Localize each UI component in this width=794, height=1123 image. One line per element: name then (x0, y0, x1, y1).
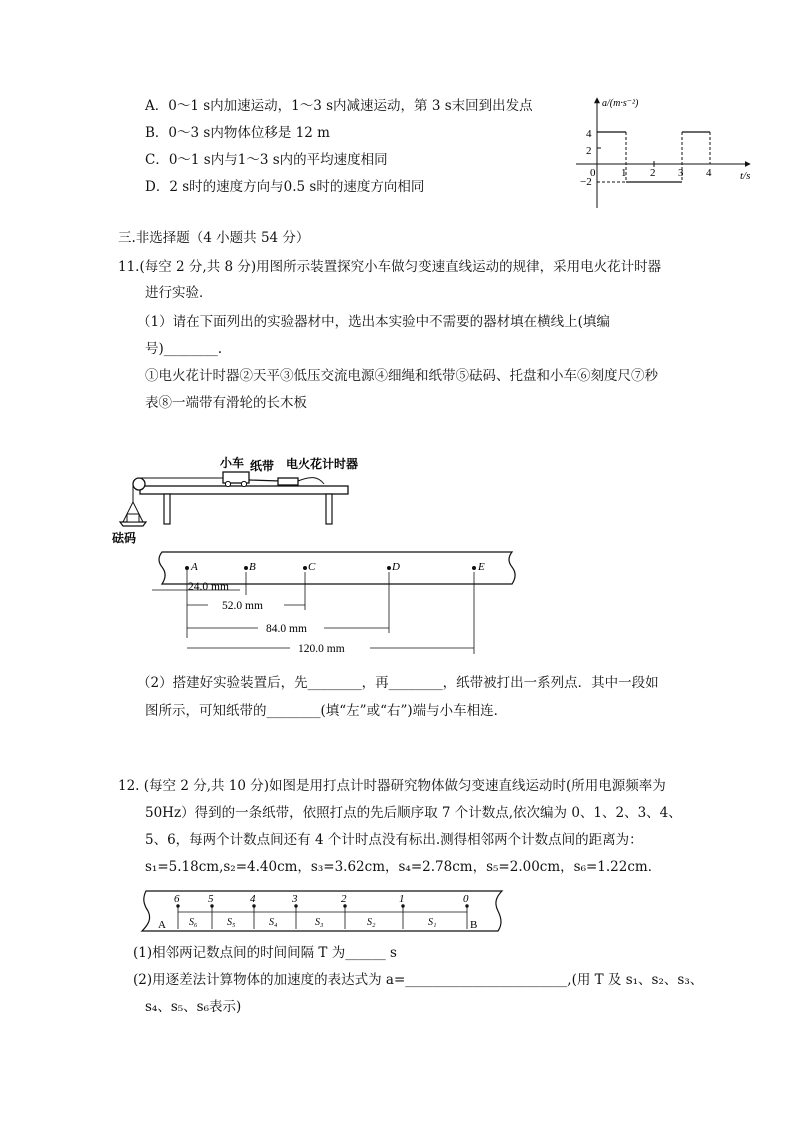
table-leg-right (326, 494, 332, 524)
option-a: A．0～1 s内加速运动，1～3 s内减速运动，第 3 s末回到出发点 (145, 98, 533, 114)
q11-line-1: 11.(每空 2 分,共 8 分)用图所示装置探究小车做匀变速直线运动的规律，采用电火花计时器 (118, 259, 662, 275)
q12-sub-2-line-1: (2)用逐差法计算物体的加速度的表达式为 a=________________________,(用 T 及 s₁、s₂、s₃、 (133, 972, 704, 988)
q12-line-2: 50Hz）得到的一条纸带，依照打点的先后顺序取 7 个计数点,依次编为 0、1、2、3、4、 (145, 805, 682, 821)
graph-tick-2: 2 (586, 145, 592, 157)
q11-items-line-2: 表⑧一端带有滑轮的长木板 (145, 395, 307, 411)
tape-label: 纸带 (250, 459, 275, 473)
count-3: 3 (292, 893, 298, 905)
distance-2: 52.0 mm (222, 600, 263, 612)
tape-end-b: B (470, 919, 478, 931)
count-0: 0 (463, 893, 469, 905)
seg-s1: S₁ (428, 917, 437, 928)
table-leg-left (164, 494, 170, 524)
count-1: 1 (399, 893, 405, 905)
option-b: B．0～3 s内物体位移是 12 m (145, 125, 330, 141)
graph-tick-4: 4 (586, 128, 592, 140)
weight-tray (120, 522, 146, 526)
q12-sub-2-line-2: s₄、s₅、s₆表示) (145, 999, 242, 1015)
q11-part2-line-1: （2）搭建好实验装置后，先________，再________，纸带被打出一系列点．其中一段如 (137, 675, 659, 691)
car-label: 小车 (220, 456, 245, 470)
graph-origin: 0 (590, 167, 596, 179)
paper-tape (249, 480, 280, 481)
section-heading: 三.非选择题（4 小题共 54 分） (118, 230, 310, 246)
graph-tick-x2: 2 (650, 167, 656, 179)
seg-s2: S₂ (367, 917, 376, 928)
weight-label: 砝码 (112, 531, 137, 545)
graph-tick-x4: 4 (706, 167, 712, 179)
point-b: B (249, 561, 256, 573)
seg-s5: S₅ (227, 917, 236, 928)
pulley (133, 478, 145, 490)
apparatus-figure (110, 450, 530, 660)
q12-line-1: 12. (每空 2 分,共 10 分)如图是用打点计时器研究物体做匀变速直线运动时(所用电源频率为 (118, 778, 666, 794)
q11-part2-line-2: 图所示，可知纸带的________(填“左”或“右”)端与小车相连． (145, 703, 508, 719)
distance-1: 24.0 mm (188, 581, 229, 593)
graph-x-label: t/s (740, 170, 751, 182)
seg-s3: S₃ (315, 917, 324, 928)
graph-tick-m2: −2 (580, 176, 592, 188)
seg-s6: S₆ (189, 917, 198, 928)
q11-line-2: 进行实验． (145, 285, 213, 301)
tape-end-a: A (158, 919, 166, 931)
point-e: E (478, 561, 485, 573)
distance-4: 120.0 mm (298, 643, 345, 655)
count-6: 6 (174, 893, 180, 905)
option-d: D．2 s时的速度方向与0.5 s时的速度方向相同 (145, 179, 425, 195)
graph-tick-x3: 3 (678, 167, 684, 179)
q11-part1-line-2: 号)________. (145, 341, 223, 357)
tape-strip (159, 552, 515, 584)
timer-label: 电火花计时器 (286, 457, 359, 471)
q11-items-line-1: ①电火花计时器②天平③低压交流电源④细绳和纸带⑤砝码、托盘和小车⑥刻度尺⑦秒 (145, 368, 658, 384)
graph-y-label: a/(m·s⁻²) (602, 98, 639, 109)
q11-part1-line-1: （1）请在下面列出的实验器材中，选出本实验中不需要的器材填在横线上(填编 (137, 314, 610, 330)
seg-s4: S₄ (269, 917, 278, 928)
point-a: A (191, 561, 198, 573)
distance-3: 84.0 mm (266, 623, 307, 635)
acceleration-time-graph (568, 92, 768, 212)
q12-line-3: 5、6，每两个计数点间还有 4 个计时点没有标出.测得相邻两个计数点间的距离为： (145, 832, 643, 848)
counting-tape-figure (134, 885, 514, 937)
q12-line-4: s₁=5.18cm,s₂=4.40cm，s₃=3.62cm，s₄=2.78cm，s₅=2.00cm，s₆=1.22cm． (145, 859, 662, 875)
graph-tick-x1: 1 (621, 167, 627, 179)
count-2: 2 (341, 893, 347, 905)
count-4: 4 (250, 893, 256, 905)
count-5: 5 (208, 893, 214, 905)
point-d: D (392, 561, 400, 573)
spark-timer (278, 478, 298, 485)
q12-sub-1: (1)相邻两记数点间的时间间隔 T 为______ s (133, 945, 397, 961)
point-c: C (308, 561, 316, 573)
long-board (140, 486, 348, 494)
option-c: C．0～1 s内与1～3 s内的平均速度相同 (145, 152, 388, 168)
